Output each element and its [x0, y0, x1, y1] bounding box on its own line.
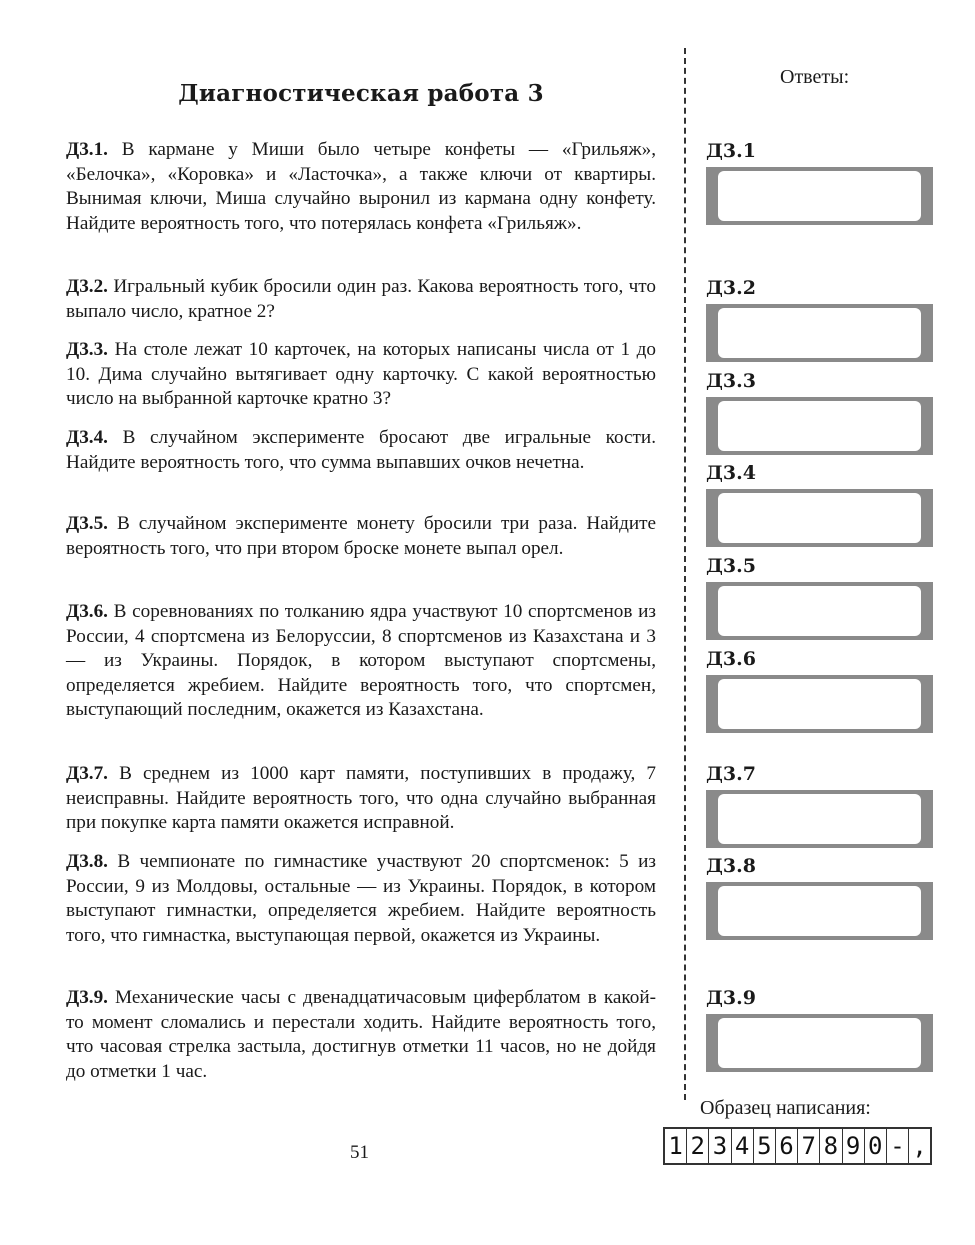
problem-d3-7	[66, 762, 656, 836]
answer-label-d3-2: Д3.2	[706, 277, 756, 299]
problem-text: В кармане у Миши было четыре конфеты — «Грильяж», «Белочка», «Коровка» и «Ласточка», а также ключи от квартиры. Вынимая ключи, Миша случайно выронил из кармана одну конфету. Найдите вероятность того, что потерялась конфета «Грильяж».	[66, 139, 657, 234]
problem-text: В случайном эксперименте монету бросили три раза. Найдите вероятность того, что при втором броске монете выпал орел.	[66, 513, 657, 559]
problem-d3-4	[66, 426, 656, 475]
answer-label-d3-8: Д3.8	[706, 855, 756, 877]
sample-writing-label: Образец написания:	[700, 1097, 871, 1119]
sample-digit: 9	[843, 1129, 865, 1163]
problem-text: На столе лежат 10 карточек, на которых написаны числа от 1 до 10. Дима случайно вытягивает одну карточку. С какой вероятностью число на выбранной карточке кратно 3?	[66, 339, 656, 409]
sample-digit: 5	[754, 1129, 776, 1163]
answer-label-d3-7: Д3.7	[706, 763, 756, 785]
answer-box-d3-6[interactable]	[706, 675, 933, 733]
problem-code: Д3.5.	[66, 513, 108, 534]
page-title: Диагностическая работа 3	[178, 80, 544, 107]
sample-comma: ,	[912, 1132, 927, 1160]
sample-digit: 8	[820, 1129, 842, 1163]
problem-text: В среднем из 1000 карт памяти, поступивших в продажу, 7 неисправны. Найдите вероятность того, что одна случайно выбранная при покупке карта памяти окажется исправной.	[66, 763, 656, 833]
problem-code: Д3.4.	[66, 427, 108, 448]
problem-code: Д3.7.	[66, 763, 108, 784]
answer-box-d3-7[interactable]	[706, 790, 933, 848]
problem-d3-2	[66, 275, 656, 324]
dashed-divider	[684, 48, 686, 1100]
answer-box-d3-8[interactable]	[706, 882, 933, 940]
problem-d3-9	[66, 986, 656, 1084]
problem-text: Механические часы с двенадцатичасовым циферблатом в какой-то момент сломались и перестали ходить. Найдите вероятность того, что часовая стрелка застыла, достигнув отметки 11 часов, но не дойдя до отметки 1 час.	[66, 987, 656, 1082]
page-number: 51	[350, 1142, 369, 1163]
problem-text: В случайном эксперименте бросают две игральные кости. Найдите вероятность того, что сумма выпавших очков нечетна.	[66, 427, 657, 473]
sample-digit: 2	[687, 1129, 709, 1163]
problem-code: Д3.2.	[66, 276, 108, 297]
problem-d3-6	[66, 600, 656, 723]
problem-d3-5	[66, 512, 656, 561]
problem-d3-8	[66, 850, 656, 948]
answers-title: Ответы:	[780, 66, 850, 88]
answer-label-d3-1: Д3.1	[706, 140, 756, 162]
answer-label-d3-4: Д3.4	[706, 462, 756, 484]
sample-digit-row	[663, 1127, 932, 1165]
sample-digit: 4	[732, 1129, 754, 1163]
problem-d3-1	[66, 138, 656, 236]
answer-box-d3-4[interactable]	[706, 489, 933, 547]
problem-d3-3	[66, 338, 656, 412]
answer-label-d3-6: Д3.6	[706, 648, 756, 670]
answer-box-d3-3[interactable]	[706, 397, 933, 455]
answer-label-d3-9: Д3.9	[706, 987, 756, 1009]
sample-digit: 7	[798, 1129, 820, 1163]
answer-box-d3-9[interactable]	[706, 1014, 933, 1072]
sample-digit: 1	[665, 1129, 687, 1163]
answer-label-d3-5: Д3.5	[706, 555, 756, 577]
answer-box-d3-5[interactable]	[706, 582, 933, 640]
answer-box-d3-2[interactable]	[706, 304, 933, 362]
sample-digit: 0	[865, 1129, 887, 1163]
problem-code: Д3.8.	[66, 851, 108, 872]
problem-text: В чемпионате по гимнастике участвуют 20 спортсменок: 5 из России, 9 из Молдовы, остальные — из Украины. Порядок, в котором выступают гимнастки, определяется жребием. Найдите вероятность того, что гимнастка, выступающая первой, окажется из Украины.	[66, 851, 656, 946]
sample-digit: 6	[776, 1129, 798, 1163]
problem-code: Д3.3.	[66, 339, 108, 360]
answer-box-d3-1[interactable]	[706, 167, 933, 225]
problem-code: Д3.1.	[66, 139, 108, 160]
problem-code: Д3.6.	[66, 601, 108, 622]
answer-label-d3-3: Д3.3	[706, 370, 756, 392]
sample-minus: -	[887, 1129, 909, 1163]
problem-text: В соревнованиях по толканию ядра участвуют 10 спортсменов из России, 4 спортсмена из Белоруссии, 8 спортсменов из Казахстана и 3 — из Украины. Порядок, в котором выступают спортсмены, определяется жребием. Найдите вероятность того, что спортсмен, выступающий последним, окажется из Казахстана.	[66, 601, 656, 720]
problem-code: Д3.9.	[66, 987, 108, 1008]
problem-text: Игральный кубик бросили один раз. Какова вероятность того, что выпало число, кратное 2?	[66, 276, 656, 322]
sample-digit: 3	[709, 1129, 731, 1163]
